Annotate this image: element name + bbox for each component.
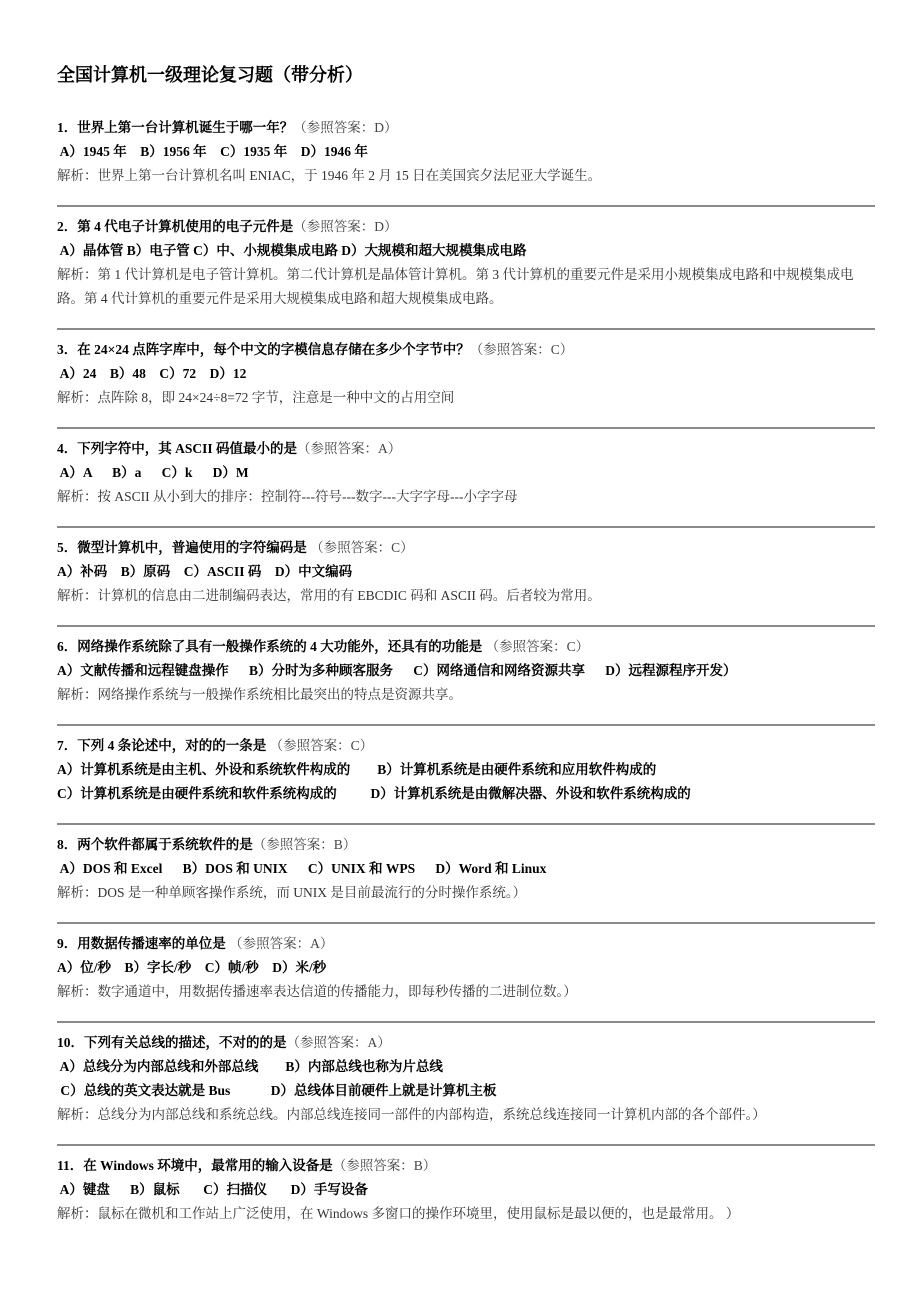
answer-options: A）计算机系统是由主机、外设和系统软件构成的 B）计算机系统是由硬件系统和应用软件构成的 <box>57 762 657 777</box>
analysis-text: 解析：世界上第一台计算机名叫 ENIAC，于 1946 年 2 月 15 日在美国宾夕法尼亚大学诞生。 <box>57 168 602 183</box>
question-text: 6．网络操作系统除了具有一般操作系统的 4 大功能外，还具有的功能是 <box>57 639 483 654</box>
question-line <box>57 215 875 239</box>
question-block <box>57 528 875 627</box>
answer-options: A）1945 年 B）1956 年 C）1935 年 D）1946 年 <box>57 144 368 159</box>
reference-answer: （参照答案：B） <box>252 837 357 852</box>
question-line <box>57 536 875 560</box>
analysis-text: 解析：按 ASCII 从小到大的排序：控制符---符号---数字---大字字母---小字字母 <box>57 489 518 504</box>
question-text: 8．两个软件都属于系统软件的是 <box>57 837 253 852</box>
document-title: 全国计算机一级理论复习题（带分析） <box>57 65 363 85</box>
question-block <box>57 924 875 1023</box>
analysis-text: 解析：网络操作系统与一般操作系统相比最突出的特点是资源共享。 <box>57 687 462 702</box>
answer-options: A）A B）a C）k D）M <box>57 465 249 480</box>
question-line <box>57 734 875 758</box>
answer-options: A）DOS 和 Excel B）DOS 和 UNIX C）UNIX 和 WPS D）Word 和 Linux <box>57 861 547 876</box>
question-text: 10．下列有关总线的描述，不对的的是 <box>57 1035 287 1050</box>
question-line <box>57 932 875 956</box>
question-text: 5．微型计算机中，普遍使用的字符编码是 <box>57 540 307 555</box>
question-block <box>57 627 875 726</box>
question-block <box>57 207 875 330</box>
question-line <box>57 833 875 857</box>
reference-answer: （参照答案：A） <box>225 936 334 951</box>
analysis-text: 解析：数字通道中，用数据传播速率表达信道的传播能力，即每秒传播的二进制位数。） <box>57 984 577 999</box>
reference-answer: （参照答案：C） <box>306 540 414 555</box>
question-block <box>57 429 875 528</box>
answer-options: C）总线的英文表达就是 Bus D）总线体目前硬件上就是计算机主板 <box>57 1083 497 1098</box>
question-block <box>57 1146 875 1243</box>
reference-answer: （参照答案：A） <box>297 441 402 456</box>
question-block <box>57 726 875 825</box>
reference-answer: （参照答案：B） <box>332 1158 437 1173</box>
document-page <box>57 58 875 1243</box>
answer-options: A）补码 B）原码 C）ASCII 码 D）中文编码 <box>57 564 353 579</box>
answer-options: A）键盘 B）鼠标 C）扫描仪 D）手写设备 <box>57 1182 368 1197</box>
analysis-text: 解析：第 1 代计算机是电子管计算机。第二代计算机是晶体管计算机。第 3 代计算机的重要元件是采用小规模集成电路和中规模集成电路。第 4 代计算机的重要元件是采用大规模集成电路和超大规模集成电路。 <box>57 267 854 306</box>
analysis-text: 解析：总线分为内部总线和系统总线。内部总线连接同一部件的内部构造，系统总线连接同一计算机内部的各个部件。） <box>57 1107 766 1122</box>
question-line <box>57 1031 875 1055</box>
question-list <box>57 108 875 1243</box>
reference-answer: （参照答案：D） <box>293 120 398 135</box>
question-line <box>57 338 875 362</box>
analysis-text: 解析：点阵除 8，即 24×24÷8=72 字节，注意是一种中文的占用空间 <box>57 390 455 405</box>
answer-options: A）总线分为内部总线和外部总线 B）内部总线也称为片总线 <box>57 1059 443 1074</box>
question-block <box>57 108 875 207</box>
answer-options: A）位/秒 B）字长/秒 C）帧/秒 D）米/秒 <box>57 960 327 975</box>
question-text: 4．下列字符中，其 ASCII 码值最小的是 <box>57 441 298 456</box>
question-block <box>57 1023 875 1146</box>
question-text: 1．世界上第一台计算机诞生于哪一年？ <box>57 120 294 135</box>
reference-answer: （参照答案：C） <box>266 738 374 753</box>
question-text: 9．用数据传播速率的单位是 <box>57 936 226 951</box>
question-line <box>57 437 875 461</box>
question-line <box>57 635 875 659</box>
answer-options: C）计算机系统是由硬件系统和软件系统构成的 D）计算机系统是由微解决器、外设和软件系统构成的 <box>57 786 691 801</box>
reference-answer: （参照答案：D） <box>293 219 398 234</box>
question-block <box>57 330 875 429</box>
reference-answer: （参照答案：C） <box>482 639 590 654</box>
question-text: 2．第 4 代电子计算机使用的电子元件是 <box>57 219 294 234</box>
question-line <box>57 1154 875 1178</box>
question-text: 7．下列 4 条论述中，对的的一条是 <box>57 738 267 753</box>
answer-options: A）24 B）48 C）72 D）12 <box>57 366 247 381</box>
question-line <box>57 116 875 140</box>
reference-answer: （参照答案：C） <box>469 342 574 357</box>
question-text: 3．在 24×24 点阵字库中，每个中文的字模信息存储在多少个字节中？ <box>57 342 470 357</box>
answer-options: A）文献传播和远程键盘操作 B）分时为多种顾客服务 C）网络通信和网络资源共享 D）远程源程序开发） <box>57 663 737 678</box>
question-text: 11．在 Windows 环境中，最常用的输入设备是 <box>57 1158 333 1173</box>
answer-options: A）晶体管 B）电子管 C）中、小规模集成电路 D）大规模和超大规模集成电路 <box>57 243 527 258</box>
analysis-text: 解析：鼠标在微机和工作站上广泛使用，在 Windows 多窗口的操作环境里，使用鼠标是最以便的，也是最常用。 ） <box>57 1206 740 1221</box>
reference-answer: （参照答案：A） <box>286 1035 391 1050</box>
analysis-text: 解析：DOS 是一种单顾客操作系统，而 UNIX 是目前最流行的分时操作系统。） <box>57 885 527 900</box>
analysis-text: 解析：计算机的信息由二进制编码表达，常用的有 EBCDIC 码和 ASCII 码。后者较为常用。 <box>57 588 601 603</box>
question-block <box>57 825 875 924</box>
